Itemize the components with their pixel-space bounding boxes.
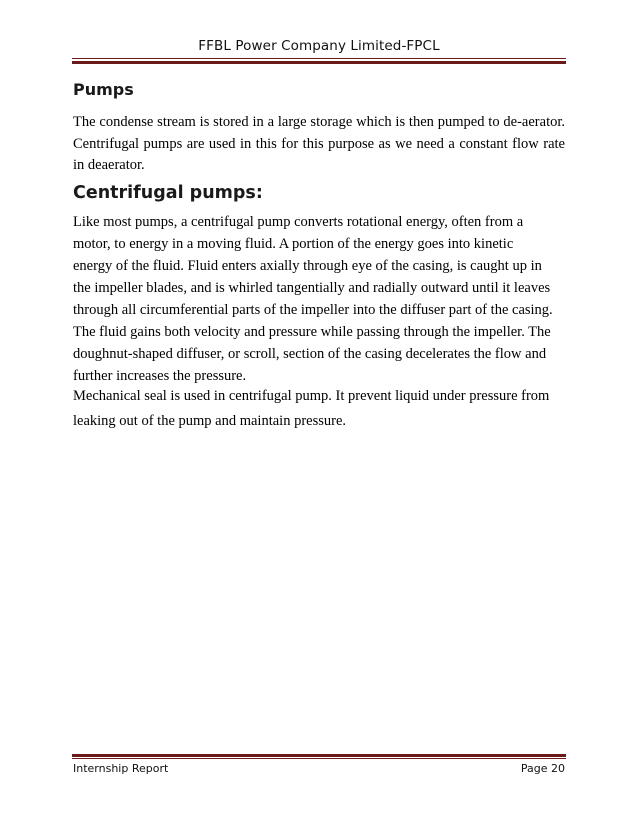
section-heading-pumps: Pumps <box>73 80 134 99</box>
centrifugal-line: doughnut-shaped diffuser, or scroll, section of the casing decelerates the flow and <box>73 346 547 362</box>
centrifugal-line: leaking out of the pump and maintain pressure. <box>73 413 347 429</box>
page-header-title: FFBL Power Company Limited-FPCL <box>198 38 440 54</box>
centrifugal-line: motor, to energy in a moving fluid. A portion of the energy goes into kinetic <box>73 236 514 252</box>
header-rule-thick <box>72 61 566 64</box>
centrifugal-line: the impeller blades, and is whirled tangentially and radially outward until it leaves <box>73 280 551 296</box>
centrifugal-line: energy of the fluid. Fluid enters axially through eye of the casing, is caught up in <box>73 258 542 274</box>
footer-rule-thin <box>72 758 566 759</box>
footer-left-label: Internship Report <box>73 762 169 775</box>
header-rule-thin <box>72 58 566 59</box>
footer-rule-thick <box>72 754 566 757</box>
centrifugal-line: further increases the pressure. <box>73 368 247 384</box>
centrifugal-line: through all circumferential parts of the impeller into the diffuser part of the casing. <box>73 302 553 318</box>
pumps-paragraph: The condense stream is stored in a large storage which is then pumped to de-aerator. Centrifugal pumps are used in this for this purpose as we need a constant flow rate in deaerator. <box>73 114 565 173</box>
section-heading-centrifugal-pumps: Centrifugal pumps: <box>73 183 263 203</box>
page-number: Page 20 <box>520 762 565 775</box>
centrifugal-line: Mechanical seal is used in centrifugal pump. It prevent liquid under pressure from <box>73 388 550 404</box>
centrifugal-line: The fluid gains both velocity and pressure while passing through the impeller. The <box>73 324 551 340</box>
centrifugal-line: Like most pumps, a centrifugal pump converts rotational energy, often from a <box>73 214 524 230</box>
